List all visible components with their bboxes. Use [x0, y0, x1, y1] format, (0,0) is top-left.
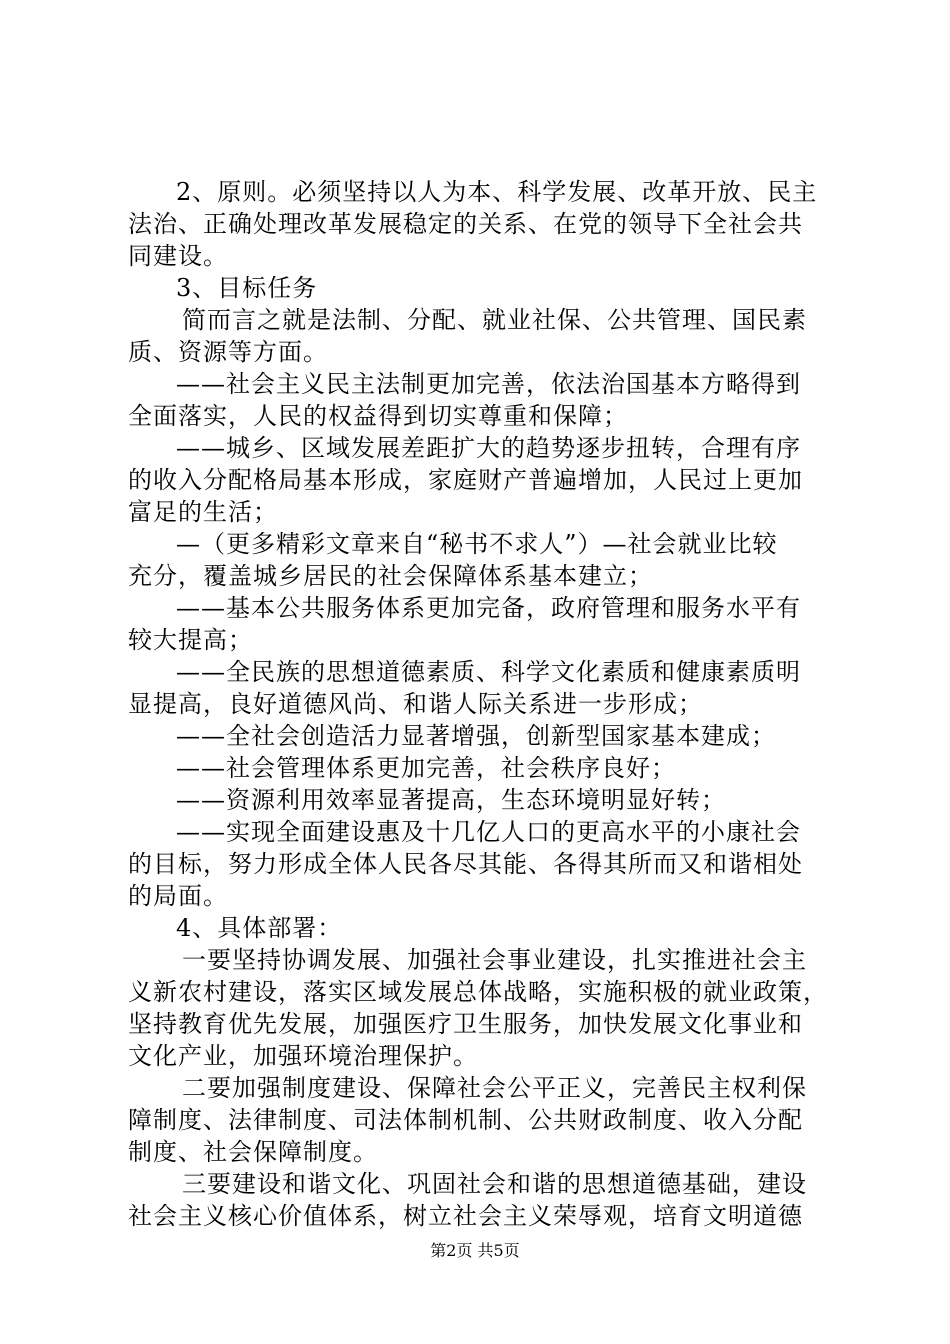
text-line: 显提高，良好道德风尚、和谐人际关系进一步形成； [128, 690, 703, 718]
text-line: 富足的生活； [128, 498, 278, 526]
text-line: 一要坚持协调发展、加强社会事业建设，扎实推进社会主 [182, 946, 807, 974]
text-line: 坚持教育优先发展，加强医疗卫生服务，加快发展文化事业和 [128, 1010, 803, 1038]
text-line: 三要建设和谐文化、巩固社会和谐的思想道德基础，建设 [182, 1170, 807, 1198]
text-line: 同建设。 [128, 242, 228, 270]
text-line: 障制度、法律制度、司法体制机制、公共财政制度、收入分配 [128, 1106, 803, 1134]
text-line: 充分，覆盖城乡居民的社会保障体系基本建立； [128, 562, 653, 590]
text-line: 制度、社会保障制度。 [128, 1138, 378, 1166]
text-line: 4、具体部署： [176, 914, 343, 942]
text-line: 2、原则。必须坚持以人为本、科学发展、改革开放、民主 [176, 178, 818, 206]
text-line: ——实现全面建设惠及十几亿人口的更高水平的小康社会 [176, 818, 801, 846]
text-line: 文化产业，加强环境治理保护。 [128, 1042, 478, 1070]
text-line: 较大提高； [128, 626, 253, 654]
text-line: —（更多精彩文章来自“秘书不求人”）—社会就业比较 [176, 530, 778, 558]
text-line: 社会主义核心价值体系，树立社会主义荣辱观，培育文明道德 [128, 1202, 803, 1230]
text-line: 的收入分配格局基本形成，家庭财产普遍增加，人民过上更加 [128, 466, 803, 494]
text-line: ——全社会创造活力显著增强，创新型国家基本建成； [176, 722, 776, 750]
text-line: ——资源利用效率显著提高，生态环境明显好转； [176, 786, 726, 814]
text-line: 二要加强制度建设、保障社会公平正义，完善民主权利保 [182, 1074, 807, 1102]
document-body [128, 176, 838, 1232]
text-line: ——社会主义民主法制更加完善，依法治国基本方略得到 [176, 370, 801, 398]
text-line: ——全民族的思想道德素质、科学文化素质和健康素质明 [176, 658, 801, 686]
text-line: ——城乡、区域发展差距扩大的趋势逐步扭转，合理有序 [176, 434, 801, 462]
text-line: 全面落实，人民的权益得到切实尊重和保障； [128, 402, 628, 430]
text-line: 3、目标任务 [176, 274, 318, 302]
text-line: 质、资源等方面。 [128, 338, 328, 366]
text-line: 的目标，努力形成全体人民各尽其能、各得其所而又和谐相处 [128, 850, 803, 878]
text-line: ——基本公共服务体系更加完备，政府管理和服务水平有 [176, 594, 801, 622]
text-line: 法治、正确处理改革发展稳定的关系、在党的领导下全社会共 [128, 210, 803, 238]
text-line: 的局面。 [128, 882, 228, 910]
page-footer: 第2页 共5页 [430, 1241, 520, 1260]
text-line: 义新农村建设，落实区域发展总体战略，实施积极的就业政策， [128, 978, 828, 1006]
text-line: 简而言之就是法制、分配、就业社保、公共管理、国民素 [182, 306, 807, 334]
text-line: ——社会管理体系更加完善，社会秩序良好； [176, 754, 676, 782]
